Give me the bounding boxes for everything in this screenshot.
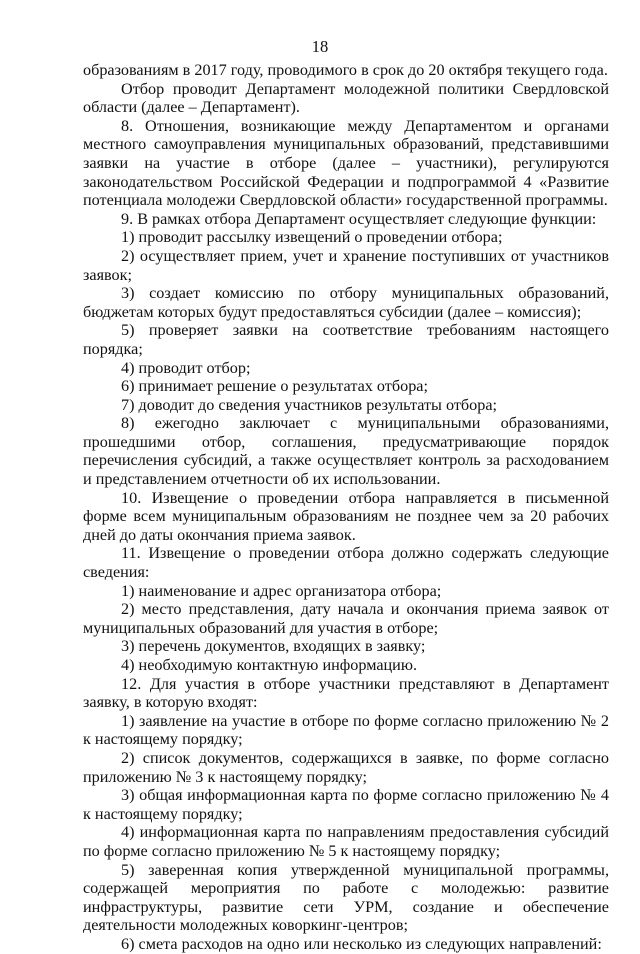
paragraph: 11. Извещение о проведении отбора должно содержать следующие сведения: [83,544,609,582]
list-item: 3) перечень документов, входящих в заявку; [121,637,426,656]
list-item: 2) место представления, дату начала и окончания приема заявок от муниципальных образований для участия в отборе; [83,600,609,637]
list-item: 5) заверенная копия утвержденной муниципальной программы, содержащей мероприятия по работе с молодежью: развитие инфраструктуры, развитие сети УРМ, создание и обеспечение деятельности молодежных коворкинг-центров; [83,860,609,935]
page-number: 18 [311,37,329,56]
list-item: 4) информационная карта по направлениям предоставления субсидий по форме согласно приложению № 5 к настоящему порядку; [83,823,609,860]
list-item: 4) проводит отбор; [121,358,251,377]
list-item: 8) ежегодно заключает с муниципальными образованиями, прошедшими отбор, соглашения, предусматривающие порядок перечисления субсидий, а также осуществляет контроль за расходованием и представлением отчетности об их использовании. [83,414,609,489]
paragraph: образованиям в 2017 году, проводимого в срок до 20 октября текущего года. [83,61,608,79]
paragraph: 8. Отношения, возникающие между Департаментом и органами местного самоуправления муниципальных образований, представившими заявки на участие в отборе (далее – участники), регулируются законодательством Российской Федерации и подпрограммой 4 «Развитие потенциала молодежи Свердловской области» государственной программы. [83,116,609,210]
list-item: 2) список документов, содержащихся в заявке, по форме согласно приложению № 3 к настоящему порядку; [83,748,609,786]
list-item: 1) заявление на участие в отборе по форме согласно приложению № 2 к настоящему порядку; [83,711,609,749]
list-item: 1) наименование и адрес организатора отбора; [121,581,442,600]
document-body [83,61,609,954]
paragraph: 12. Для участия в отборе участники представляют в Департамент заявку, в которую входят: [83,674,609,712]
list-item: 3) создает комиссию по отбору муниципальных образований, бюджетам которых будут предоставляться субсидии (далее – комиссия); [83,284,609,321]
list-item: 4) необходимую контактную информацию. [121,656,417,674]
list-item: 1) проводит рассылку извещений о проведении отбора; [121,228,503,247]
list-item: 6) принимает решение о результатах отбора; [121,377,428,396]
paragraph: Отбор проводит Департамент молодежной политики Свердловской области (далее – Департамент). [83,79,609,117]
list-item: 2) осуществляет прием, учет и хранение поступивших от участников заявок; [83,246,609,284]
paragraph: 9. В рамках отбора Департамент осуществляет следующие функции: [121,209,597,228]
list-item: 3) общая информационная карта по форме согласно приложению № 4 к настоящему порядку; [83,786,609,823]
list-item: 6) смета расходов на одно или несколько из следующих направлений: [121,934,602,953]
list-item: 5) проверяет заявки на соответствие требованиям настоящего порядка; [83,321,609,358]
list-item: 7) доводит до сведения участников результаты отбора; [121,395,498,414]
paragraph: 10. Извещение о проведении отбора направляется в письменной форме всем муниципальным образованиям не позднее чем за 20 рабочих дней до даты окончания приема заявок. [83,488,609,544]
